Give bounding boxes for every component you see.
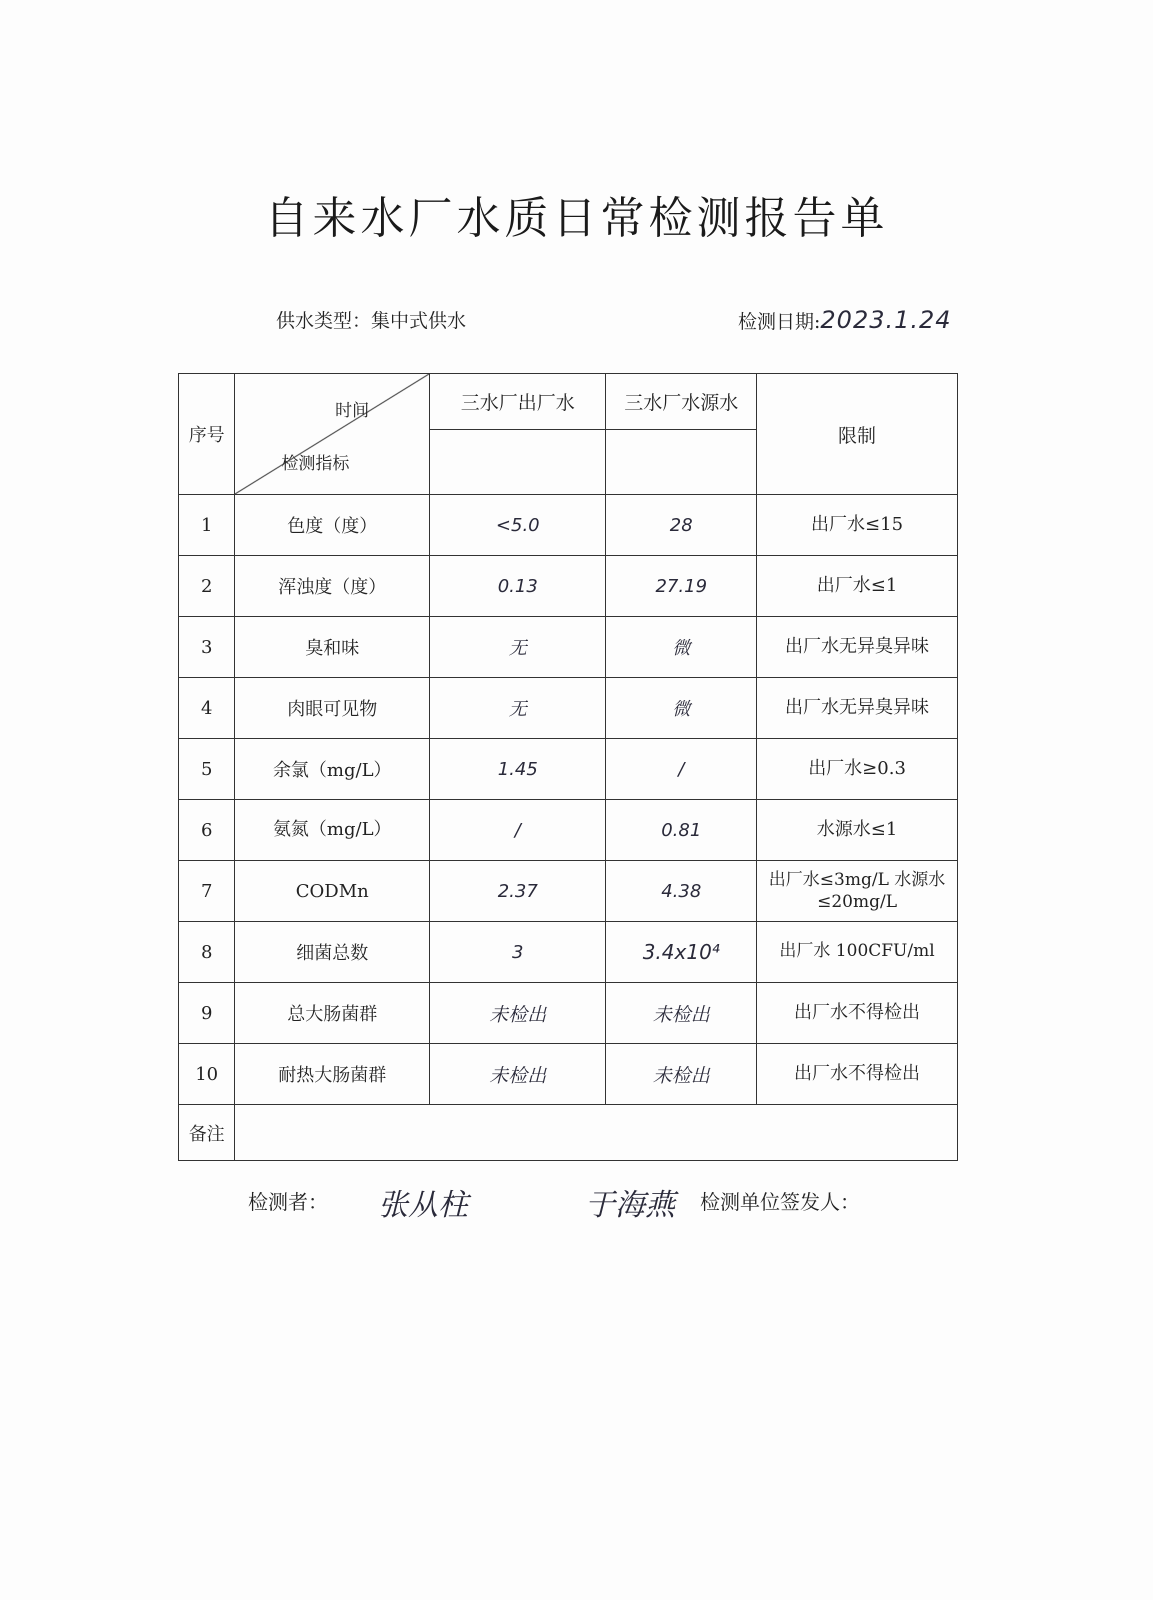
col-header-outlet: 三水厂出厂水	[430, 374, 606, 430]
row-source-value: 未检出	[606, 1044, 757, 1105]
seq-header: 序号	[179, 374, 235, 495]
row-no: 4	[179, 678, 235, 739]
time-label: 时间	[335, 401, 370, 421]
row-source-value: 未检出	[606, 983, 757, 1044]
diagonal-header	[235, 374, 430, 495]
tester-label: 检测者：	[248, 1190, 328, 1214]
table-row	[179, 861, 958, 922]
row-source-value: 3.4x10⁴	[606, 922, 757, 983]
col-header-source: 三水厂水源水	[606, 374, 757, 430]
row-indicator: 总大肠菌群	[235, 983, 430, 1044]
row-limit: 出厂水≥0.3	[757, 739, 958, 800]
row-no: 5	[179, 739, 235, 800]
row-outlet-value: 1.45	[430, 739, 606, 800]
row-outlet-value: 未检出	[430, 1044, 606, 1105]
col-sub-empty-2	[606, 430, 757, 495]
row-source-value: 28	[606, 495, 757, 556]
row-limit: 出厂水≤3mg/L 水源水≤20mg/L	[757, 861, 958, 922]
row-limit: 出厂水不得检出	[757, 983, 958, 1044]
limit-header: 限制	[757, 374, 958, 495]
row-source-value: /	[606, 739, 757, 800]
row-no: 1	[179, 495, 235, 556]
row-outlet-value: 未检出	[430, 983, 606, 1044]
row-indicator: 余氯（mg/L）	[235, 739, 430, 800]
row-indicator: 耐热大肠菌群	[235, 1044, 430, 1105]
row-source-value: 微	[606, 617, 757, 678]
table-row	[179, 495, 958, 556]
row-outlet-value: 无	[430, 678, 606, 739]
row-outlet-value: <5.0	[430, 495, 606, 556]
row-no: 3	[179, 617, 235, 678]
row-outlet-value: 3	[430, 922, 606, 983]
date-label: 检测日期:	[738, 311, 821, 333]
row-limit: 出厂水无异臭异味	[757, 678, 958, 739]
row-indicator: 臭和味	[235, 617, 430, 678]
report-table	[178, 373, 958, 1161]
row-outlet-value: 无	[430, 617, 606, 678]
row-source-value: 0.81	[606, 800, 757, 861]
row-indicator: 细菌总数	[235, 922, 430, 983]
date-value: 2023.1.24	[820, 306, 952, 334]
remark-label: 备注	[179, 1105, 235, 1161]
row-source-value: 4.38	[606, 861, 757, 922]
table-row	[179, 617, 958, 678]
indicator-label: 检测指标	[281, 454, 350, 474]
table-row	[179, 922, 958, 983]
table-row	[179, 556, 958, 617]
row-no: 8	[179, 922, 235, 983]
row-outlet-value: 0.13	[430, 556, 606, 617]
row-limit: 出厂水 100CFU/ml	[757, 922, 958, 983]
row-indicator: 氨氮（mg/L）	[235, 800, 430, 861]
table-row	[179, 1044, 958, 1105]
row-no: 10	[179, 1044, 235, 1105]
row-no: 2	[179, 556, 235, 617]
supply-type: 供水类型：集中式供水	[276, 310, 467, 332]
table-row	[179, 739, 958, 800]
row-source-value: 微	[606, 678, 757, 739]
row-limit: 出厂水无异臭异味	[757, 617, 958, 678]
tester-signature-2: 于海燕	[585, 1188, 675, 1223]
row-limit: 出厂水≤1	[757, 556, 958, 617]
row-indicator: 色度（度）	[235, 495, 430, 556]
test-date	[738, 306, 952, 334]
remark-content	[235, 1105, 958, 1161]
row-no: 7	[179, 861, 235, 922]
page-title: 自来水厂水质日常检测报告单	[264, 193, 889, 244]
row-limit: 水源水≤1	[757, 800, 958, 861]
row-no: 9	[179, 983, 235, 1044]
table-row	[179, 800, 958, 861]
col-sub-empty-1	[430, 430, 606, 495]
row-limit: 出厂水≤15	[757, 495, 958, 556]
table-row	[179, 983, 958, 1044]
row-outlet-value: /	[430, 800, 606, 861]
table-row	[179, 678, 958, 739]
row-indicator: 浑浊度（度）	[235, 556, 430, 617]
row-outlet-value: 2.37	[430, 861, 606, 922]
row-no: 6	[179, 800, 235, 861]
row-indicator: CODMn	[235, 861, 430, 922]
row-source-value: 27.19	[606, 556, 757, 617]
row-limit: 出厂水不得检出	[757, 1044, 958, 1105]
tester-signature-1: 张从柱	[378, 1188, 468, 1223]
row-indicator: 肉眼可见物	[235, 678, 430, 739]
issuer-label: 检测单位签发人：	[700, 1190, 860, 1214]
